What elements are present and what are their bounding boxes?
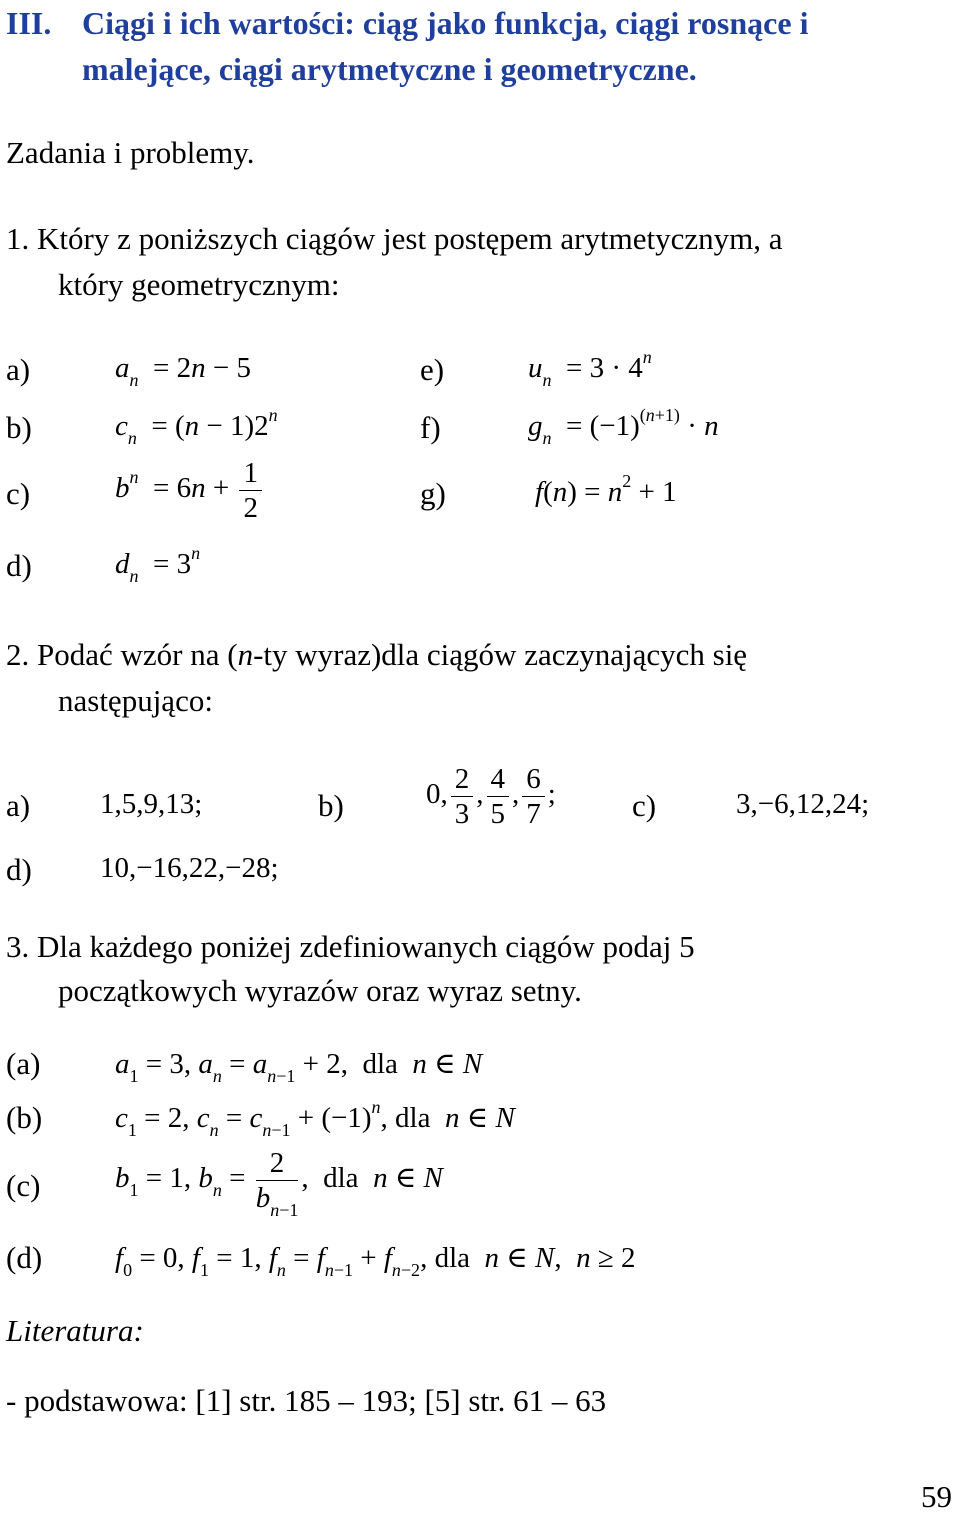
task3-label-d: (d) [6, 1240, 43, 1275]
task3-label-b: (b) [6, 1100, 43, 1135]
task3-label-c: (c) [6, 1168, 41, 1203]
intro-text: Zadania i problemy. [6, 135, 255, 170]
formula-d: $d_n = 3^n$ [115, 543, 201, 586]
page-number: 59 [921, 1479, 952, 1514]
task3-label-a: (a) [6, 1046, 41, 1081]
task2-line2: następująco: [58, 683, 213, 718]
task1-label-d: d) [6, 548, 32, 583]
section-title-line1: Ciągi i ich wartości: ciąg jako funkcja, ciągi rosnące i [82, 5, 809, 41]
task3-line1: 3. Dla każdego poniżej zdefiniowanych ciągów podaj 5 [6, 929, 695, 964]
formula-b: $c_n = (n - 1)2^n$ [115, 405, 278, 448]
task1-label-a: a) [6, 352, 31, 387]
formula-g: $f(n) = n^2 + 1$ [535, 471, 677, 508]
recurrence-c: $b_1 = 1$, $b_n$ = $\frac{2}{b_{n-1}}$ , dla n ∈ N [115, 1147, 443, 1220]
formula-f: $g_n = (-1)^{(n+1)} \cdot n$ [528, 405, 719, 448]
task1-label-b: b) [6, 410, 32, 445]
task3-line2: początkowych wyrazów oraz wyraz setny. [58, 973, 582, 1008]
formula-c: $b^n = 6n$ + $\frac{1}{2}$ [115, 456, 265, 525]
task1-label-f: f) [420, 410, 441, 445]
task2-label-a: a) [6, 788, 31, 823]
task1-label-e: e) [420, 352, 445, 387]
task1-line1: 1. Który z poniższych ciągów jest postępem arytmetycznym, a [6, 221, 783, 256]
literature-entry: - podstawowa: [1] str. 185 – 193; [5] str. 61 – 63 [6, 1383, 607, 1418]
task1-label-c: c) [6, 476, 31, 511]
task2-value-d: 10,−16,22,−28; [100, 852, 279, 884]
task2-value-b: 0, $\frac{2}{3}$ , $\frac{4}{5}$ , $\frac{6}{7}$ ; [426, 763, 556, 830]
task1-line2: który geometrycznym: [58, 267, 340, 302]
recurrence-b: $c_1 = 2$, $c_n = c_{n-1} + (-1)^n$, dla n ∈ N [115, 1097, 515, 1140]
task2-value-c: 3,−6,12,24; [736, 788, 870, 820]
task2-label-d: d) [6, 852, 32, 887]
formula-a: $a_n = 2n - 5$ [115, 352, 251, 390]
literature-heading: Literatura: [6, 1313, 144, 1348]
task2-value-a: 1,5,9,13; [100, 788, 203, 820]
section-title-line2: malejące, ciągi arytmetyczne i geometryczne. [82, 51, 697, 87]
section-number: III. [6, 5, 52, 41]
formula-e: $u_n = 3 \cdot 4^n$ [528, 347, 652, 390]
recurrence-a: $a_1 = 3$, $a_n = a_{n-1} + 2$, dla n ∈ N [115, 1048, 483, 1086]
task2-label-b: b) [318, 788, 344, 823]
task1-label-g: g) [420, 476, 446, 511]
recurrence-d: $f_0 = 0$, $f_1 = 1$, $f_n = f_{n-1} + f_{n-2}$, dla n ∈ N, n ≥ 2 [115, 1242, 636, 1280]
task2-line1: 2. Podać wzór na (n-ty wyraz)dla ciągów zaczynających się [6, 637, 748, 672]
task2-label-c: c) [632, 788, 657, 823]
